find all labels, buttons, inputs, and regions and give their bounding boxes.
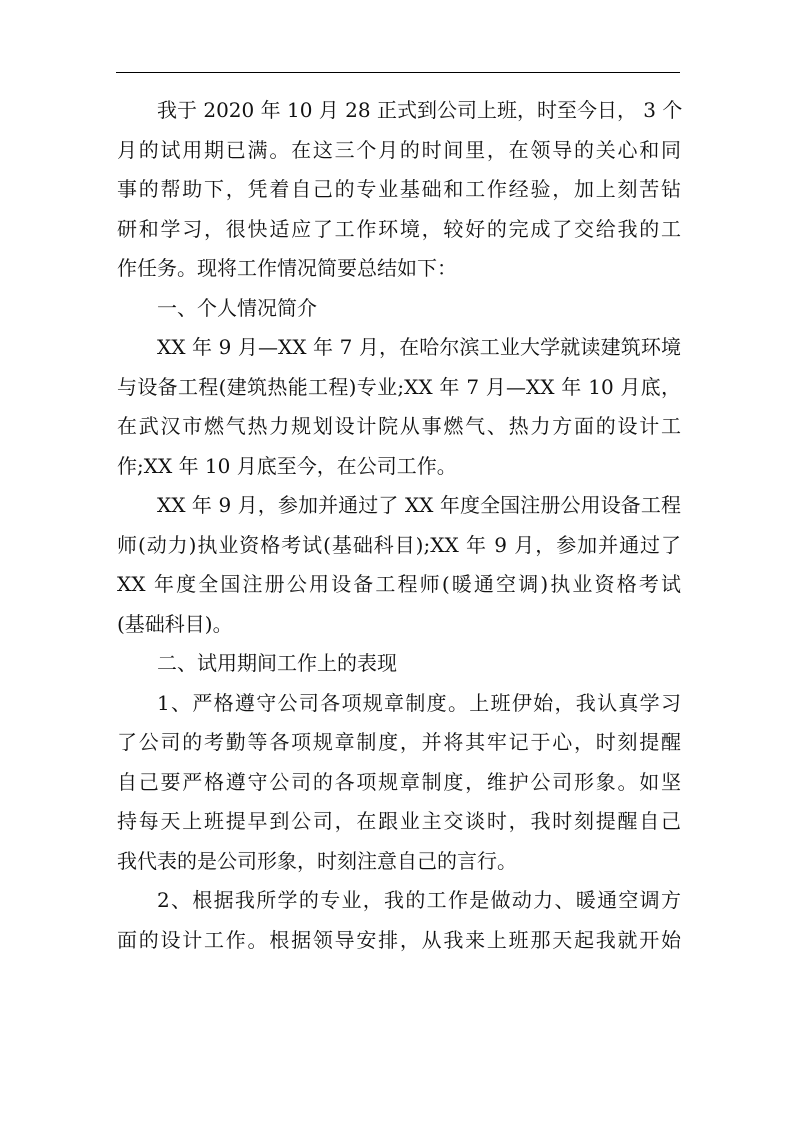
paragraph-line: 师(动力)执业资格考试(基础科目);XX 年 9 月，参加并通过了 [117, 532, 681, 557]
heading-text: 一、个人情况简介 [157, 295, 317, 320]
paragraph-line: XX 年 9 月—XX 年 7 月，在哈尔滨工业大学就读建筑环境 [157, 335, 681, 359]
paragraph-line: 月的试用期已满。在这三个月的时间里，在领导的关心和同 [117, 137, 681, 162]
paragraph-line: 与设备工程(建筑热能工程)专业;XX 年 7 月—XX 年 10 月底， [117, 374, 681, 399]
paragraph-line: 自己要严格遵守公司的各项规章制度，维护公司形象。如坚 [117, 769, 681, 794]
heading-text: 二、试用期间工作上的表现 [157, 651, 397, 675]
section-heading-personal [117, 289, 681, 329]
paragraph-line: (基础科目)。 [117, 611, 233, 636]
header-rule [116, 72, 680, 73]
paragraph-line: 研和学习，很快适应了工作环境，较好的完成了交给我的工 [117, 216, 681, 241]
paragraph-line: 事的帮助下，凭着自己的专业基础和工作经验，加上刻苦钻 [117, 177, 681, 201]
paragraph-intro [117, 91, 681, 289]
section-heading-performance [117, 644, 681, 684]
paragraph-line: 作;XX 年 10 月底至今，在公司工作。 [117, 453, 457, 478]
paragraph-line: XX 年度全国注册公用设备工程师(暖通空调)执业资格考试 [117, 572, 681, 596]
paragraph-education [117, 328, 681, 486]
paragraph-line: 我代表的是公司形象，时刻注意自己的言行。 [117, 848, 517, 873]
paragraph-line: 1、严格遵守公司各项规章制度。上班伊始，我认真学习 [157, 690, 681, 715]
paragraph-line: 作任务。现将工作情况简要总结如下： [117, 256, 457, 280]
paragraph-design-work [117, 881, 681, 960]
paragraph-line: 持每天上班提早到公司，在跟业主交谈时，我时刻提醒自己 [117, 809, 681, 833]
paragraph-line: 我于 2020 年 10 月 28 正式到公司上班，时至今日， 3 个 [157, 98, 683, 122]
paragraph-line: 在武汉市燃气热力规划设计院从事燃气、热力方面的设计工 [117, 414, 681, 438]
paragraph-rules [117, 684, 681, 882]
paragraph-line: 2、根据我所学的专业，我的工作是做动力、暖通空调方 [157, 888, 681, 912]
paragraph-certification [117, 486, 681, 644]
document-body [117, 91, 681, 960]
paragraph-line: XX 年 9 月，参加并通过了 XX 年度全国注册公用设备工程 [157, 493, 681, 517]
paragraph-line: 了公司的考勤等各项规章制度，并将其牢记于心，时刻提醒 [117, 730, 681, 754]
paragraph-line: 面的设计工作。根据领导安排，从我来上班那天起我就开始 [117, 927, 681, 952]
